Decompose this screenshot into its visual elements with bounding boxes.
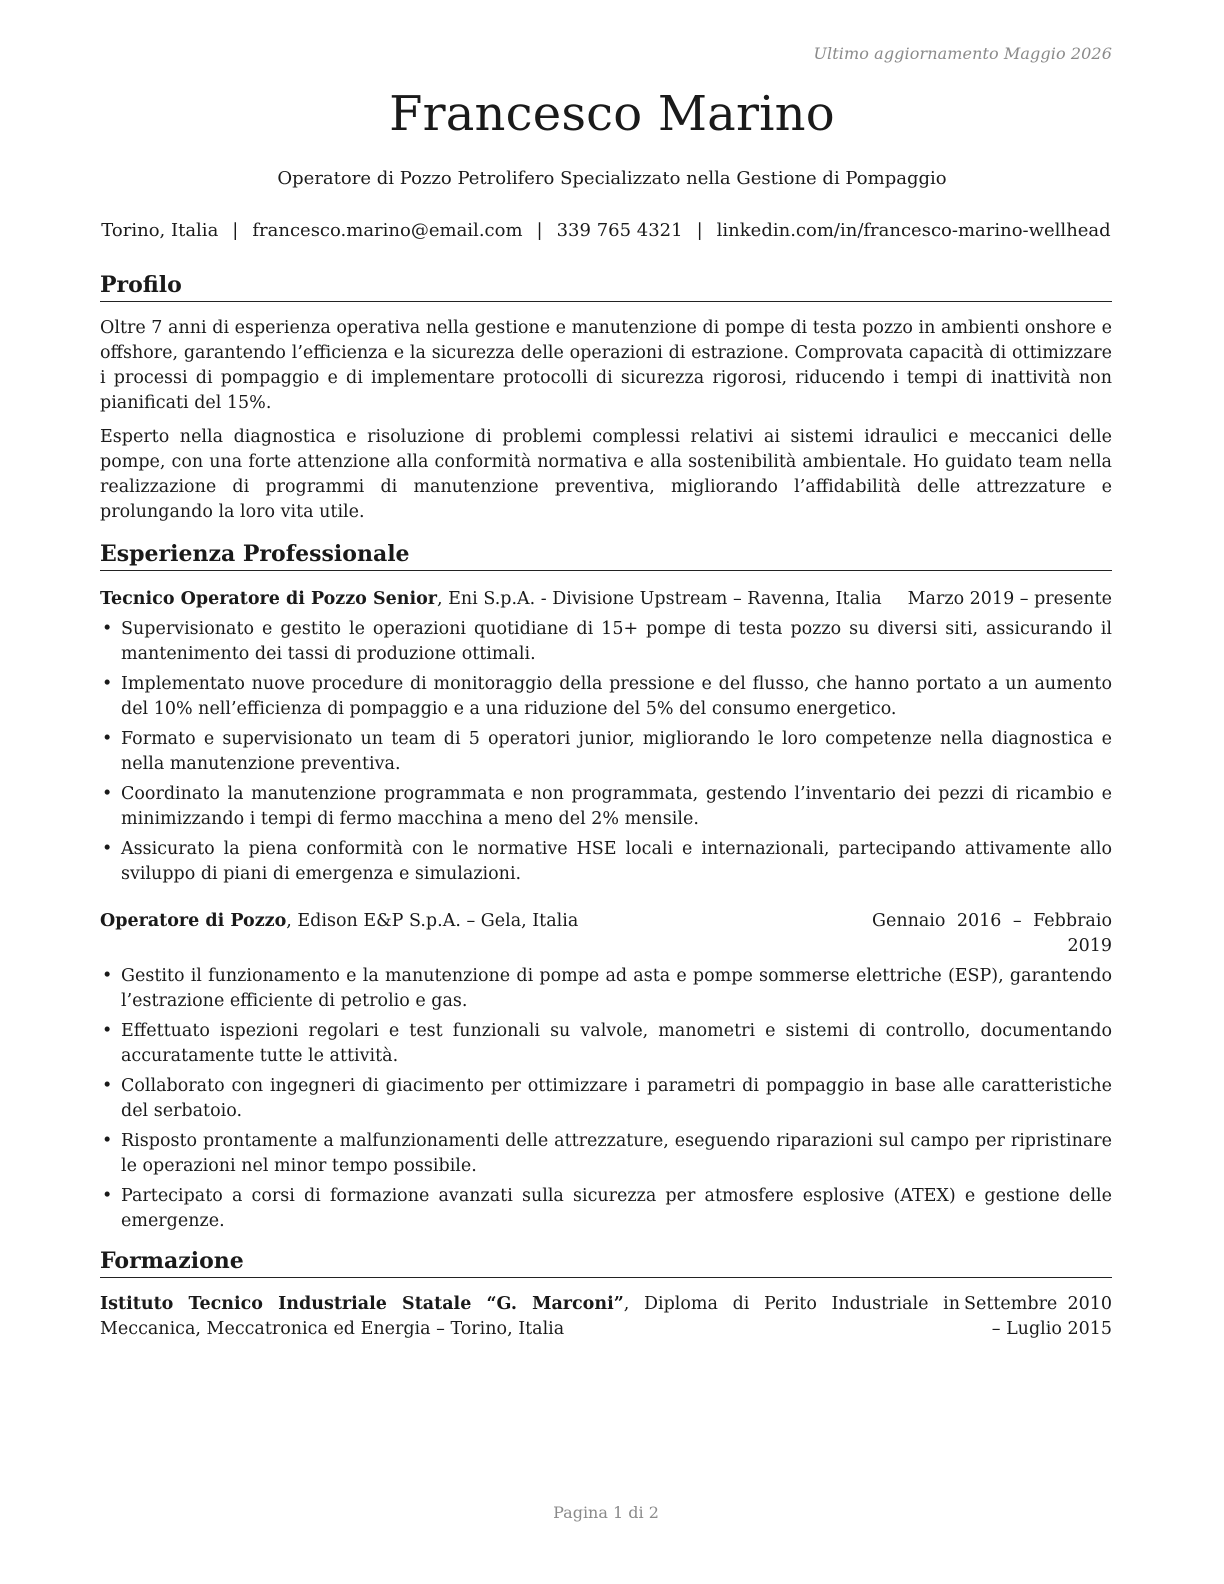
list-item: • Coordinato la manutenzione programmata e non programmata, gestendo l’inventario dei pezzi di ricambio e minimizzando i tempi di fermo macchina a meno del 2% mensile. bbox=[102, 784, 1112, 829]
list-item: • Risposto prontamente a malfunzionamenti delle attrezzature, eseguendo riparazioni sul campo per ripristinare le operazioni nel minor tempo possibile. bbox=[102, 1131, 1112, 1176]
bullet-icon: • bbox=[102, 619, 113, 639]
contact-separator: | bbox=[536, 220, 543, 241]
job-dates: Gennaio 2016 – Febbraio 2019 bbox=[872, 911, 1112, 956]
job-header bbox=[100, 587, 1112, 612]
bullet-icon: • bbox=[102, 1131, 113, 1151]
job-role-company bbox=[100, 587, 908, 612]
job-role: Tecnico Operatore di Pozzo Senior bbox=[100, 589, 437, 609]
education-dates: Settembre 2010 – Luglio 2015 bbox=[964, 1294, 1112, 1339]
list-item: • Assicurato la piena conformità con le normative HSE locali e internazionali, partecipando attivamente allo sviluppo di piani di emergenza e simulazioni. bbox=[102, 839, 1112, 884]
education-entry bbox=[100, 1292, 1112, 1342]
bullet-icon: • bbox=[102, 1186, 113, 1206]
contact-phone[interactable]: 339 765 4321 bbox=[556, 220, 683, 241]
experience-section bbox=[100, 539, 1112, 1234]
job-role-company bbox=[100, 909, 872, 934]
job-entry bbox=[100, 909, 1112, 1234]
education-school: Istituto Tecnico Industriale Statale “G. Marconi” bbox=[100, 1294, 624, 1314]
list-item: • Implementato nuove procedure di monitoraggio della pressione e del flusso, che hanno portato a un aumento del 10% nell’efficienza di pompaggio e a una riduzione del 5% del consumo energetico. bbox=[102, 674, 1112, 719]
education-degree: , Diploma di Perito Industriale in Meccanica, Meccatronica ed Energia – Torino, Italia bbox=[100, 1294, 960, 1339]
last-updated: Ultimo aggiornamento Maggio 2026 bbox=[813, 44, 1112, 63]
job-bullets bbox=[100, 964, 1112, 1234]
contact-line bbox=[0, 220, 1212, 241]
list-item: • Supervisionato e gestito le operazioni quotidiane di 15+ pompe di testa pozzo su diversi siti, assicurando il mantenimento dei tassi di produzione ottimali. bbox=[102, 619, 1112, 664]
resume-body bbox=[100, 270, 1112, 1342]
list-item: • Gestito il funzionamento e la manutenzione di pompe ad asta e pompe sommerse elettriche (ESP), garantendo l’estrazione efficiente di petrolio e gas. bbox=[102, 966, 1112, 1011]
experience-title: Esperienza Professionale bbox=[100, 539, 1112, 571]
candidate-subtitle: Operatore di Pozzo Petrolifero Specializzato nella Gestione di Pompaggio bbox=[277, 168, 947, 189]
contact-separator: | bbox=[696, 220, 703, 241]
bullet-icon: • bbox=[102, 1076, 113, 1096]
job-company: , Edison E&P S.p.A. – Gela, Italia bbox=[286, 911, 579, 931]
profile-title: Profilo bbox=[100, 270, 1112, 302]
education-details bbox=[100, 1292, 960, 1342]
profile-section bbox=[100, 270, 1112, 525]
education-section bbox=[100, 1246, 1112, 1342]
bullet-icon: • bbox=[102, 784, 113, 804]
job-bullets bbox=[100, 617, 1112, 887]
list-item: • Collaborato con ingegneri di giacimento per ottimizzare i parametri di pompaggio in base alle caratteristiche del serbatoio. bbox=[102, 1076, 1112, 1121]
job-company: , Eni S.p.A. - Divisione Upstream – Ravenna, Italia bbox=[437, 589, 882, 609]
contact-linkedin[interactable]: linkedin.com/in/francesco-marino-wellhead bbox=[716, 220, 1111, 241]
job-header bbox=[100, 909, 1112, 959]
contact-email[interactable]: francesco.marino@email.com bbox=[252, 220, 523, 241]
bullet-icon: • bbox=[102, 966, 113, 986]
contact-separator: | bbox=[232, 220, 239, 241]
list-item: • Partecipato a corsi di formazione avanzati sulla sicurezza per atmosfere esplosive (ATEX) e gestione delle emergenze. bbox=[102, 1186, 1112, 1231]
list-item: • Formato e supervisionato un team di 5 operatori junior, migliorando le loro competenze nella diagnostica e nella manutenzione preventiva. bbox=[102, 729, 1112, 774]
job-entry bbox=[100, 587, 1112, 887]
job-role: Operatore di Pozzo bbox=[100, 911, 287, 931]
contact-location: Torino, Italia bbox=[101, 220, 219, 241]
bullet-icon: • bbox=[102, 729, 113, 749]
job-dates: Marzo 2019 – presente bbox=[907, 589, 1112, 609]
education-title: Formazione bbox=[100, 1246, 1112, 1278]
bullet-icon: • bbox=[102, 839, 113, 859]
candidate-name: Francesco Marino bbox=[389, 86, 835, 142]
page-number: Pagina 1 di 2 bbox=[553, 1503, 659, 1522]
profile-paragraph: Oltre 7 anni di esperienza operativa nella gestione e manutenzione di pompe di testa pozzo in ambienti onshore e offshore, garantendo l’efficienza e la sicurezza delle operazioni di estrazione. Comprovata capacità di ottimizzare i processi di pompaggio e di implementare protocolli di sicurezza rigorosi, riducendo i tempi di inattività non pianificati del 15%. bbox=[100, 318, 1112, 413]
bullet-icon: • bbox=[102, 674, 113, 694]
profile-paragraph: Esperto nella diagnostica e risoluzione di problemi complessi relativi ai sistemi idraulici e meccanici delle pompe, con una forte attenzione alla conformità normativa e alla sostenibilità ambientale. Ho guidato team nella realizzazione di programmi di manutenzione preventiva, migliorando l’affidabilità delle attrezzature e prolungando la loro vita utile. bbox=[100, 427, 1112, 522]
list-item: • Effettuato ispezioni regolari e test funzionali su valvole, manometri e sistemi di controllo, documentando accuratamente tutte le attività. bbox=[102, 1021, 1112, 1066]
bullet-icon: • bbox=[102, 1021, 113, 1041]
